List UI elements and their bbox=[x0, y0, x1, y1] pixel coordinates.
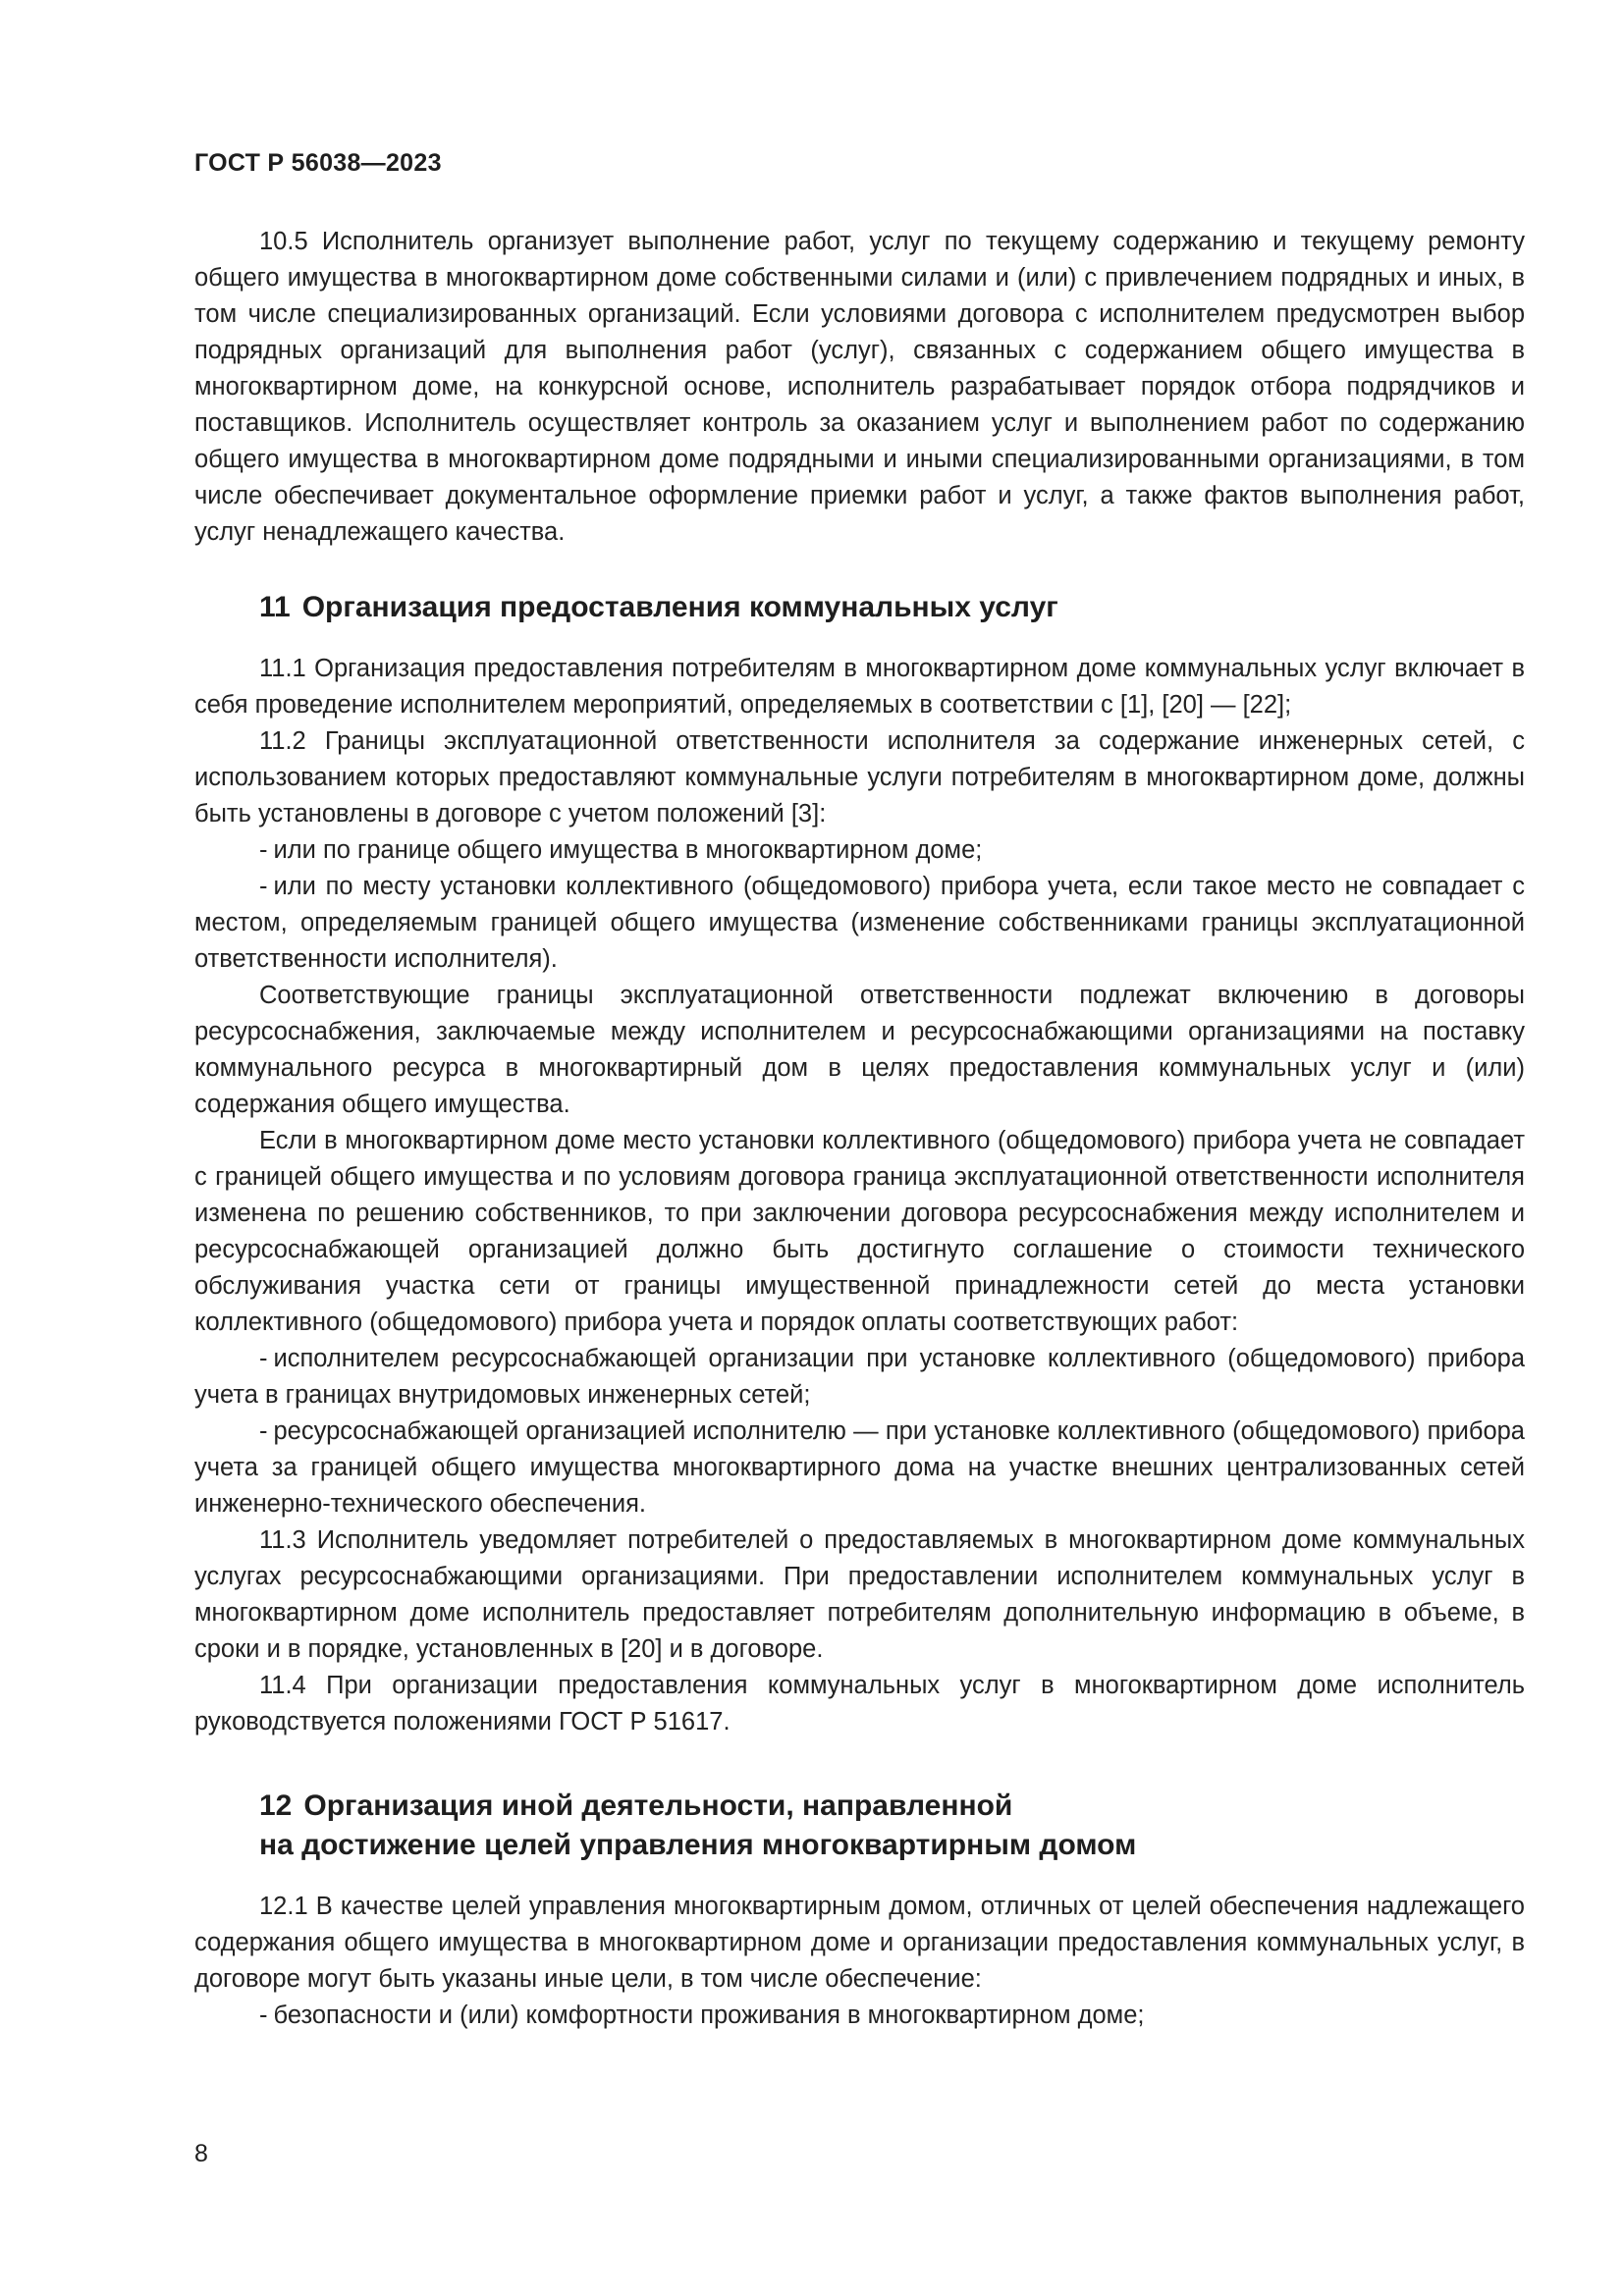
paragraph-12-1: 12.1 В качестве целей управления многоквартирным домом, отличных от целей обеспечения надлежащего содержания общего имущества в многоквартирном доме и организации предоставления коммунальных услуг, в договоре могут быть указаны иные цели, в том числе обеспечение: bbox=[194, 1893, 1525, 1993]
paragraph-11-2-agreement: Если в многоквартирном доме место установки коллективного (общедомового) прибора учета не совпадает с границей общего имущества и по условиям договора граница эксплуатационной ответственности исполнителя изменена по решению собственников, то при заключении договора ресурсоснабжения между исполнителем и ресурсоснабжающей организацией должно быть достигнуто соглашение о стоимости технического обслуживания участка сети от границы имущественной принадлежности сетей до места установки коллективного (общедомового) прибора учета и порядок оплаты соответствующих работ: bbox=[194, 1127, 1525, 1336]
list-item bbox=[194, 1998, 1525, 2034]
section-number: 11 bbox=[259, 591, 291, 623]
section-title-line-2: на достижение целей управления многоквартирным домом bbox=[259, 1829, 1137, 1861]
paragraph-11-2-boundaries: Соответствующие границы эксплуатационной ответственности подлежат включению в договоры ресурсоснабжения, заключаемые между исполнителем и ресурсоснабжающими организациями на поставку коммунального ресурса в многоквартирный дом в целях предоставления коммунальных услуг и (или) содержания общего имущества. bbox=[194, 982, 1525, 1118]
list-item-text: или по месту установки коллективного (общедомового) прибора учета, если такое место не совпадает с местом, определяемым границей общего имущества (изменение собственниками границы эксплуатационной ответственности исполнителя). bbox=[194, 873, 1525, 973]
list-item-text: или по границе общего имущества в многоквартирном доме; bbox=[273, 836, 983, 864]
list-marker: - bbox=[259, 1417, 268, 1445]
paragraph-11-4: 11.4 При организации предоставления коммунальных услуг в многоквартирном доме исполнитель руководствуется положениями ГОСТ Р 51617. bbox=[194, 1672, 1525, 1735]
paragraph-11-3: 11.3 Исполнитель уведомляет потребителей о предоставляемых в многоквартирном доме коммунальных услугах ресурсоснабжающими организациями. При предоставлении исполнителем коммунальных услуг в многоквартирном доме исполнитель предоставляет потребителям дополнительную информацию в объеме, в сроки и в порядке, установленных в [20] и в договоре. bbox=[194, 1526, 1525, 1663]
section-heading-11 bbox=[194, 588, 1525, 627]
list-marker: - bbox=[259, 873, 268, 900]
list-item-text: ресурсоснабжающей организацией исполнителю — при установке коллективного (общедомового) прибора учета за границей общего имущества многоквартирного дома на участке внешних централизованных сетей инженерно-технического обеспечения. bbox=[194, 1417, 1525, 1518]
list-marker: - bbox=[259, 1345, 268, 1372]
section-title-line-1: Организация иной деятельности, направленной bbox=[303, 1789, 1013, 1822]
section-number: 12 bbox=[259, 1789, 293, 1822]
list-item bbox=[194, 1341, 1525, 1414]
list-item bbox=[194, 832, 1525, 869]
section-title: Организация предоставления коммунальных услуг bbox=[301, 591, 1058, 623]
list-marker: - bbox=[259, 2002, 268, 2029]
document-code-header: ГОСТ Р 56038—2023 bbox=[194, 149, 442, 177]
paragraph-10-5: 10.5 Исполнитель организует выполнение работ, услуг по текущему содержанию и текущему ремонту общего имущества в многоквартирном доме собственными силами и (или) с привлечением подрядных и иных, в том числе специализированных организаций. Если условиями договора с исполнителем предусмотрен выбор подрядных организаций для выполнения работ (услуг), связанных с содержанием общего имущества в многоквартирном доме, на конкурсной основе, исполнитель разрабатывает порядок отбора подрядчиков и поставщиков. Исполнитель осуществляет контроль за оказанием услуг и выполнением работ по содержанию общего имущества в многоквартирном доме подрядными и иными специализированными организациями, в том числе обеспечивает документальное оформление приемки работ и услуг, а также фактов выполнения работ, услуг ненадлежащего качества. bbox=[194, 228, 1525, 546]
paragraph-11-2: 11.2 Границы эксплуатационной ответственности исполнителя за содержание инженерных сетей, с использованием которых предоставляют коммунальные услуги потребителям в многоквартирном доме, должны быть установлены в договоре с учетом положений [3]: bbox=[194, 727, 1525, 828]
list-item bbox=[194, 1414, 1525, 1522]
paragraph-11-1: 11.1 Организация предоставления потребителям в многоквартирном доме коммунальных услуг включает в себя проведение исполнителем мероприятий, определяемых в соответствии с [1], [20] — [22]; bbox=[194, 655, 1525, 719]
list-marker: - bbox=[259, 836, 268, 864]
page-number: 8 bbox=[194, 2140, 208, 2167]
document-body bbox=[194, 224, 1525, 2034]
list-item bbox=[194, 869, 1525, 978]
section-heading-12 bbox=[194, 1787, 1525, 1865]
list-item-text: исполнителем ресурсоснабжающей организации при установке коллективного (общедомового) прибора учета в границах внутридомовых инженерных сетей; bbox=[194, 1345, 1525, 1409]
list-item-text: безопасности и (или) комфортности проживания в многоквартирном доме; bbox=[273, 2002, 1145, 2029]
